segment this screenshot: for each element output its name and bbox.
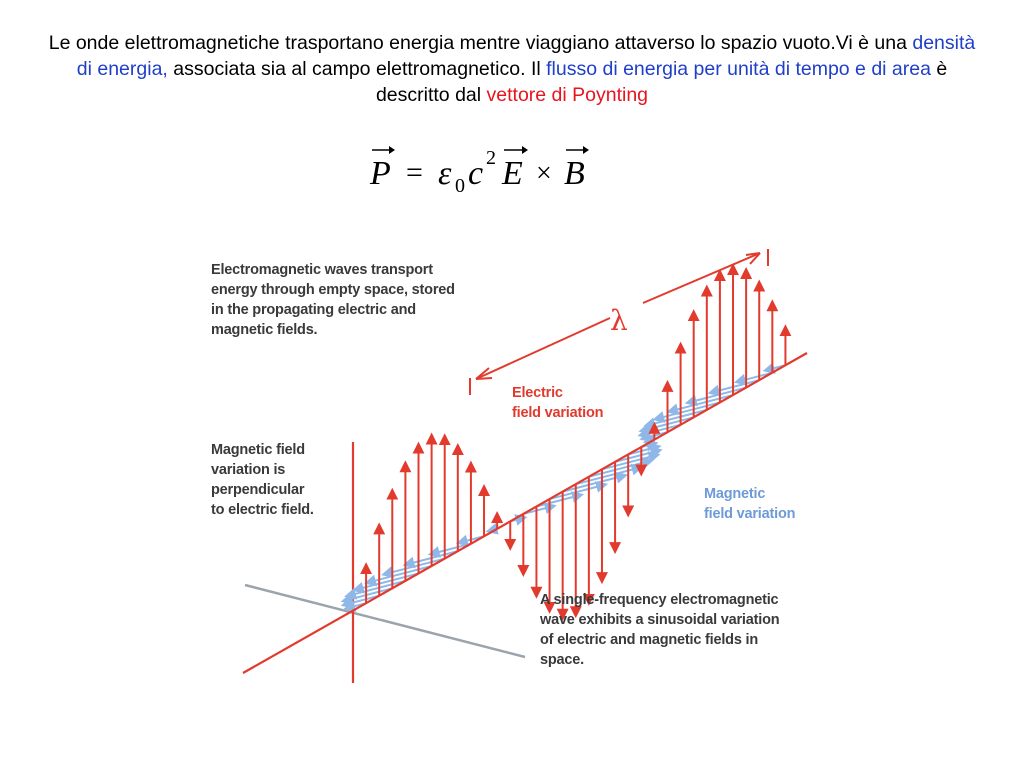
formula-c-sup: 2 (486, 147, 496, 169)
lambda-symbol: λ (610, 304, 628, 337)
intro-energy-flux: flusso di energia per unità di tempo e di area (546, 58, 931, 80)
caption-top-line: in the propagating electric and (211, 302, 416, 318)
magnetic-field-arrow (563, 476, 623, 492)
caption-left-line: to electric field. (211, 502, 314, 518)
formula-e: E (502, 155, 523, 192)
poynting-formula (360, 140, 620, 200)
formula-times: × (536, 158, 552, 189)
label-magnetic-line: field variation (704, 506, 796, 522)
magnetic-field-arrow (589, 461, 649, 477)
label-magnetic-line: Magnetic (704, 486, 766, 502)
caption-left-line: Magnetic field (211, 442, 305, 458)
magnetic-axis-line (245, 585, 525, 657)
caption-top-line: Electromagnetic waves transport (211, 262, 433, 278)
caption-bottom (540, 590, 779, 670)
vector-arrow-p (372, 146, 395, 154)
label-electric-line: Electric (512, 385, 563, 401)
magnetic-field-arrow (740, 373, 773, 381)
intro-paragraph (40, 30, 984, 108)
caption-left (211, 440, 314, 520)
caption-top (211, 260, 455, 340)
caption-top-line: magnetic fields. (211, 322, 318, 338)
label-electric-field (512, 383, 603, 423)
formula-c: c (468, 155, 484, 192)
vector-arrow-b (566, 146, 589, 154)
magnetic-field-arrow (387, 559, 445, 574)
formula-epsilon-sub: 0 (455, 175, 465, 197)
intro-text-1: Le onde elettromagnetiche trasportano energia mentre viaggiano attaverso lo spazio vuoto.Vi è una (48, 32, 913, 54)
caption-bottom-line: wave exhibits a sinusoidal variation (540, 612, 780, 628)
intro-text-3: associata sia al campo elettromagnetico. Il (167, 58, 547, 80)
magnetic-field-arrow (347, 596, 380, 604)
intro-poynting-vector: vettore di Poynting (486, 84, 649, 106)
vector-arrow-e (504, 146, 528, 154)
label-electric-line: field variation (512, 405, 604, 421)
intro-text-5: è descritto dal (375, 58, 948, 106)
caption-bottom-line: of electric and magnetic fields in (540, 632, 759, 648)
formula-equals: = (406, 156, 423, 189)
label-magnetic-field (704, 484, 795, 524)
magnetic-field-arrow (649, 410, 707, 425)
formula-b: B (564, 155, 585, 192)
intro-energy-density: densità di energia, (76, 32, 976, 80)
formula-p: P (370, 155, 391, 192)
formula-epsilon: ε (438, 155, 452, 192)
caption-left-line: perpendicular (211, 482, 305, 498)
caption-top-line: energy through empty space, stored (211, 282, 455, 298)
caption-bottom-line: A single-frequency electromagnetic (540, 592, 779, 608)
caption-bottom-line: space. (540, 652, 584, 668)
caption-left-line: variation is (211, 462, 286, 478)
